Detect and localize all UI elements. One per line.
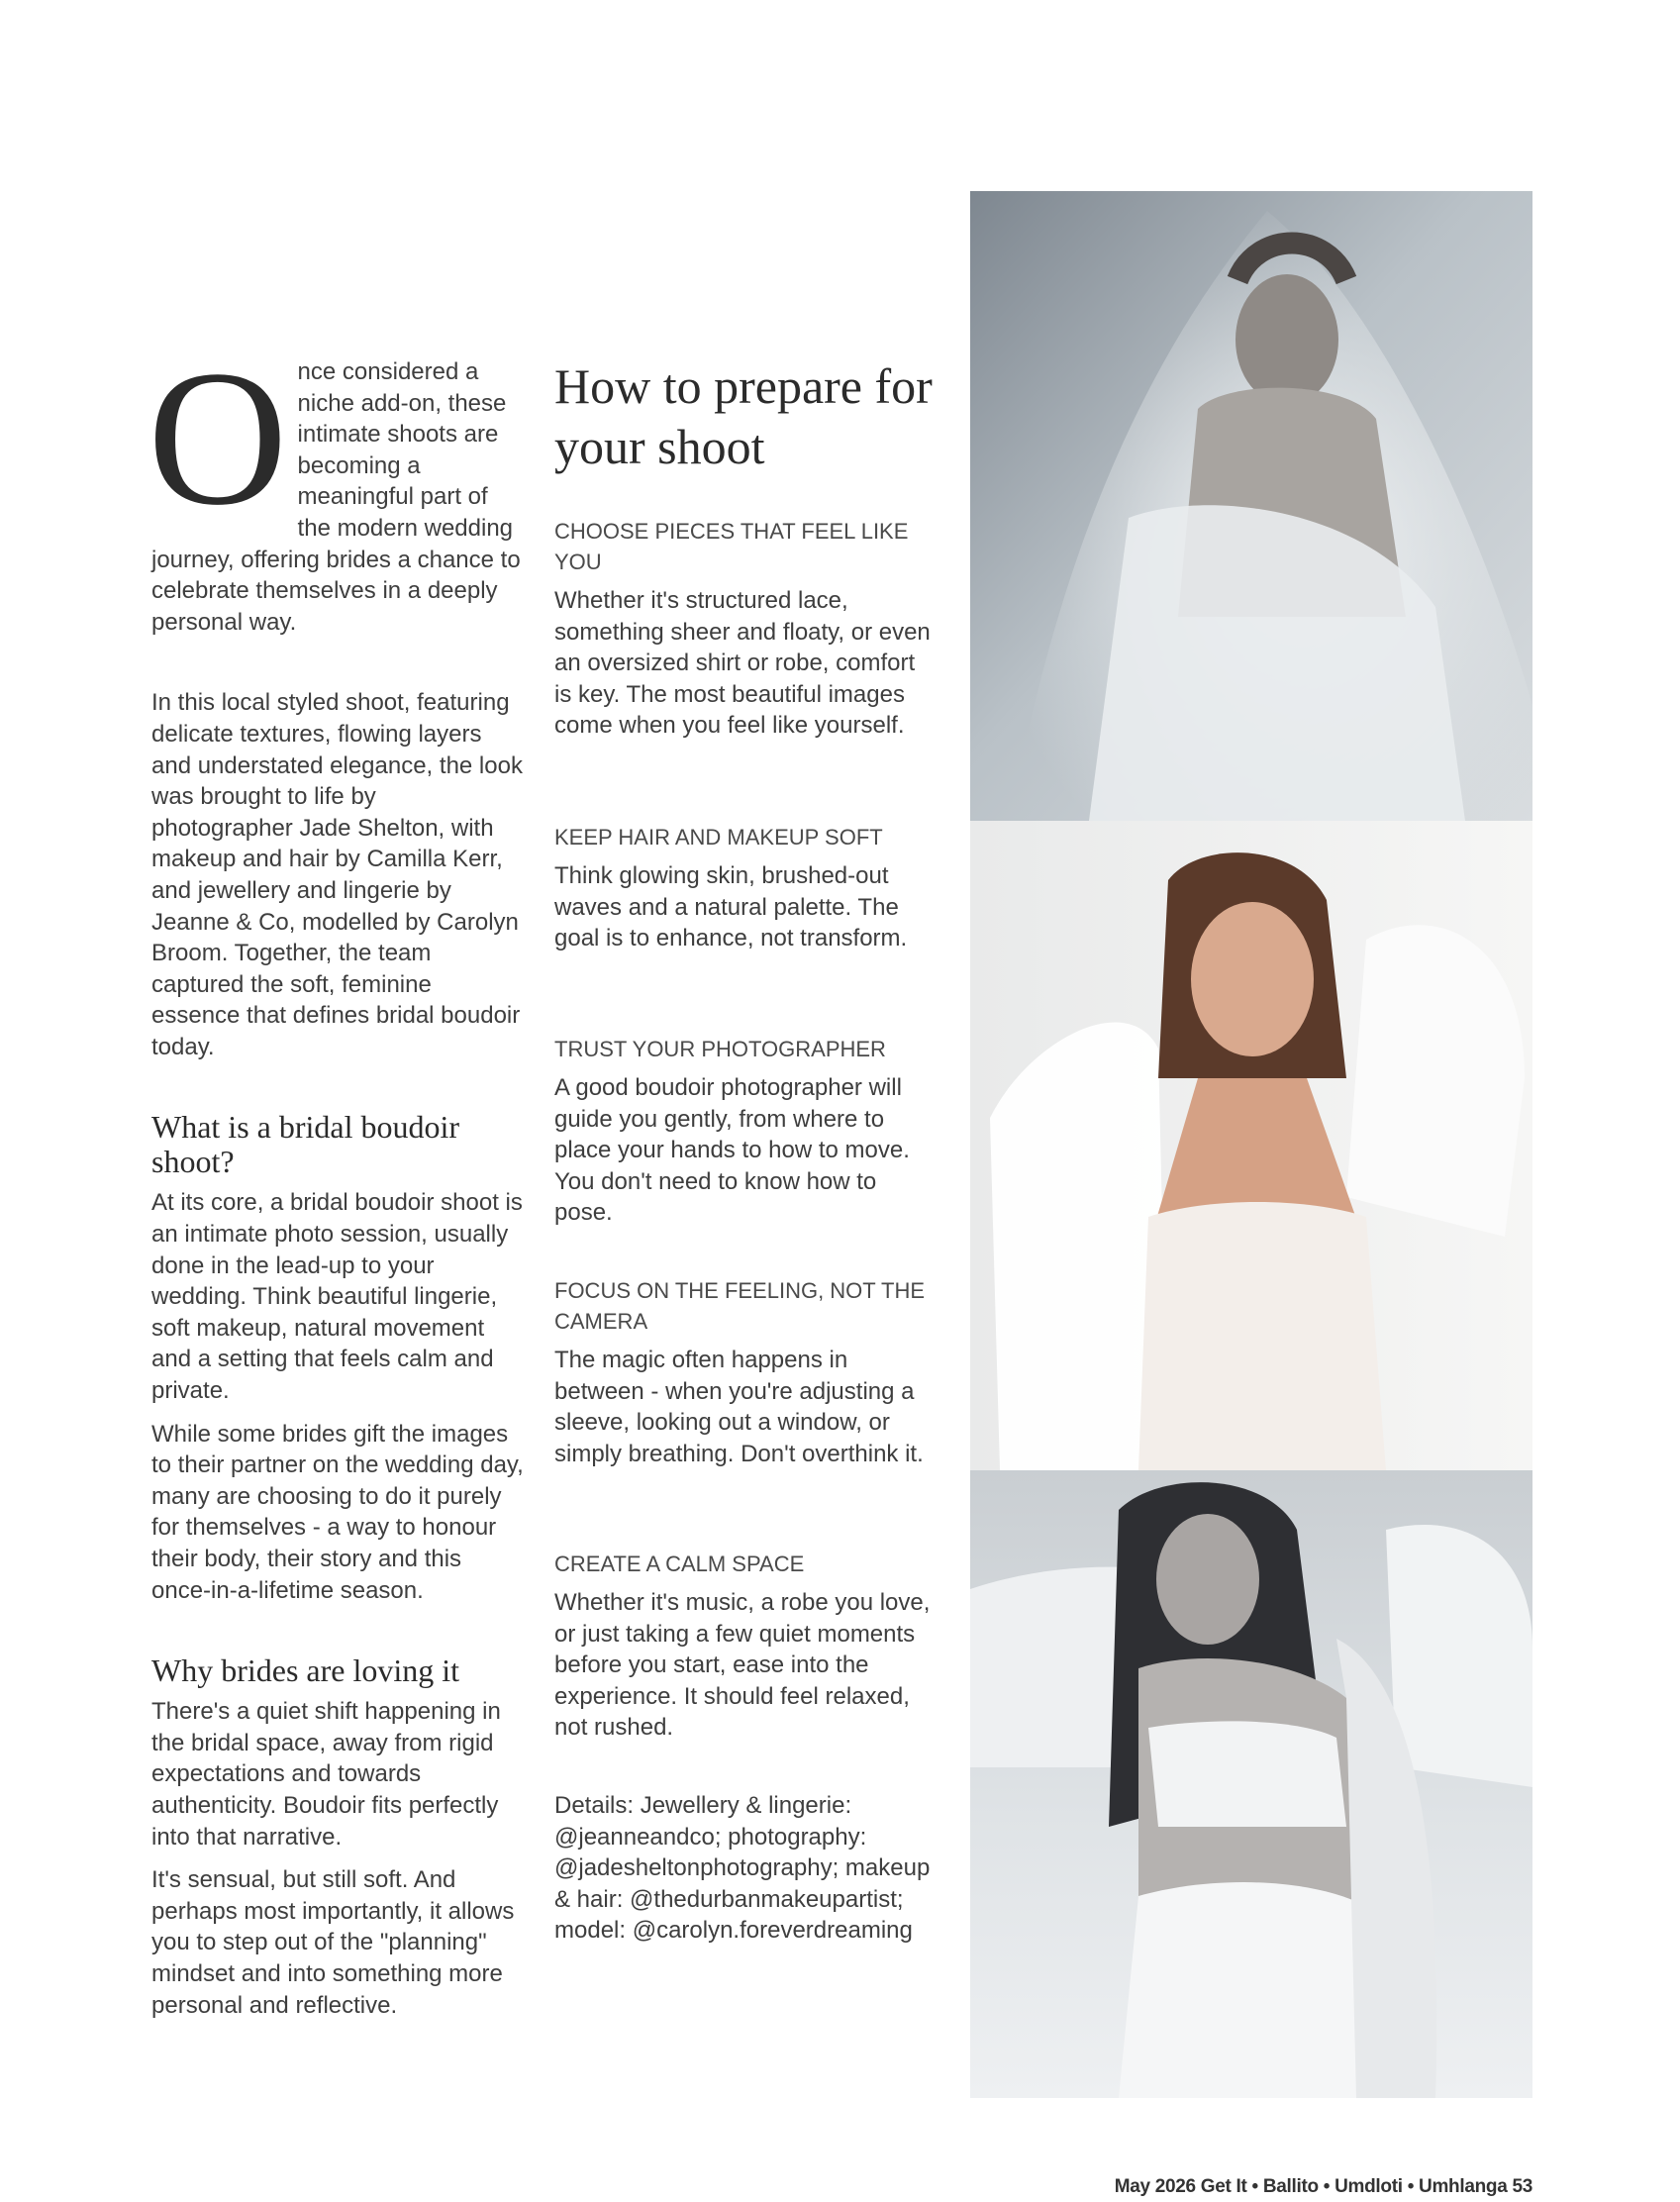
intro-text: nce considered a niche add-on, these intimate shoots are becoming a meaningful part of the modern wedding journey, offering brides a chance to celebrate themselves in a deeply personal way. bbox=[151, 358, 521, 636]
tip-text: The magic often happens in between - when you're adjusting a sleeve, looking out a window, or simply breathing. Don't overthink it. bbox=[554, 1347, 924, 1467]
tip-hair-makeup bbox=[554, 822, 931, 954]
tip-trust-photographer bbox=[554, 1034, 931, 1229]
why-brides-paragraph-2: It's sensual, but still soft. And perhaps most importantly, it allows you to step out of the "planning" mindset and into something more personal and reflective. bbox=[151, 1866, 515, 2019]
tip-text: Whether it's structured lace, something sheer and floaty, or even an oversized shirt or robe, comfort is key. The most beautiful images come when you feel like yourself. bbox=[554, 587, 931, 740]
photo-bride-bed bbox=[970, 1470, 1532, 2098]
tip-text: A good boudoir photographer will guide you gently, from where to place your hands to how to move. You don't need to know how to pose. bbox=[554, 1074, 910, 1227]
intro-section bbox=[148, 331, 524, 2021]
what-is-paragraph-2: While some brides gift the images to their partner on the wedding day, many are choosing to do it purely for themselves - a way to honour their body, their story and this once-in-a-lifetime season. bbox=[151, 1420, 524, 1604]
tip-choose-pieces bbox=[554, 516, 931, 742]
photo-veil-bride bbox=[970, 191, 1532, 821]
credits-text: Details: Jewellery & lingerie: @jeanneandco; photography: @jadesheltonphotography; makeup & hair: @thedurbanmakeupartist; model: @carolyn.foreverdreaming bbox=[554, 1792, 931, 1945]
styled-shoot-paragraph: In this local styled shoot, featuring delicate textures, flowing layers and understated elegance, the look was brought to life by photographer Jade Shelton, with makeup and hair by Camilla Kerr, and jewellery and lingerie by Jeanne & Co, modelled by Carolyn Broom. Together, the team captured the soft, feminine essence that defines bridal boudoir today. bbox=[151, 689, 523, 1060]
section-heading-what-is: What is a bridal boudoir shoot? bbox=[151, 1109, 460, 1180]
tip-title: KEEP HAIR AND MAKEUP SOFT bbox=[554, 825, 883, 850]
page-footer: May 2026 Get It • Ballito • Umdloti • Umhlanga 53 bbox=[1114, 2176, 1532, 2197]
drop-cap: O bbox=[148, 331, 288, 546]
section-heading-why-brides: Why brides are loving it bbox=[151, 1652, 460, 1689]
what-is-paragraph-1: At its core, a bridal boudoir shoot is an intimate photo session, usually done in the lead-up to your wedding. Think beautiful lingerie, soft makeup, natural movement and a setting that feels calm and private. bbox=[151, 1189, 523, 1405]
prepare-heading: How to prepare for your shoot bbox=[554, 358, 933, 474]
intro-paragraph bbox=[148, 331, 524, 638]
tip-calm-space bbox=[554, 1549, 931, 1744]
credits-block bbox=[554, 1790, 931, 1947]
tip-title: CHOOSE PIECES THAT FEEL LIKE YOU bbox=[554, 519, 909, 574]
why-brides-paragraph-1: There's a quiet shift happening in the bridal space, away from rigid expectations and towards authenticity. Boudoir fits perfectly into that narrative. bbox=[151, 1698, 501, 1851]
tip-text: Whether it's music, a robe you love, or just taking a few quiet moments before you start, ease into the experience. It should feel relaxed, not rushed. bbox=[554, 1589, 931, 1742]
photo-bride-robe bbox=[970, 821, 1532, 1470]
tip-title: CREATE A CALM SPACE bbox=[554, 1551, 805, 1576]
tip-title: TRUST YOUR PHOTOGRAPHER bbox=[554, 1037, 886, 1061]
tip-title: FOCUS ON THE FEELING, NOT THE CAMERA bbox=[554, 1278, 926, 1334]
tip-text: Think glowing skin, brushed-out waves and a natural palette. The goal is to enhance, not transform. bbox=[554, 862, 908, 952]
tip-focus-feeling bbox=[554, 1275, 931, 1469]
